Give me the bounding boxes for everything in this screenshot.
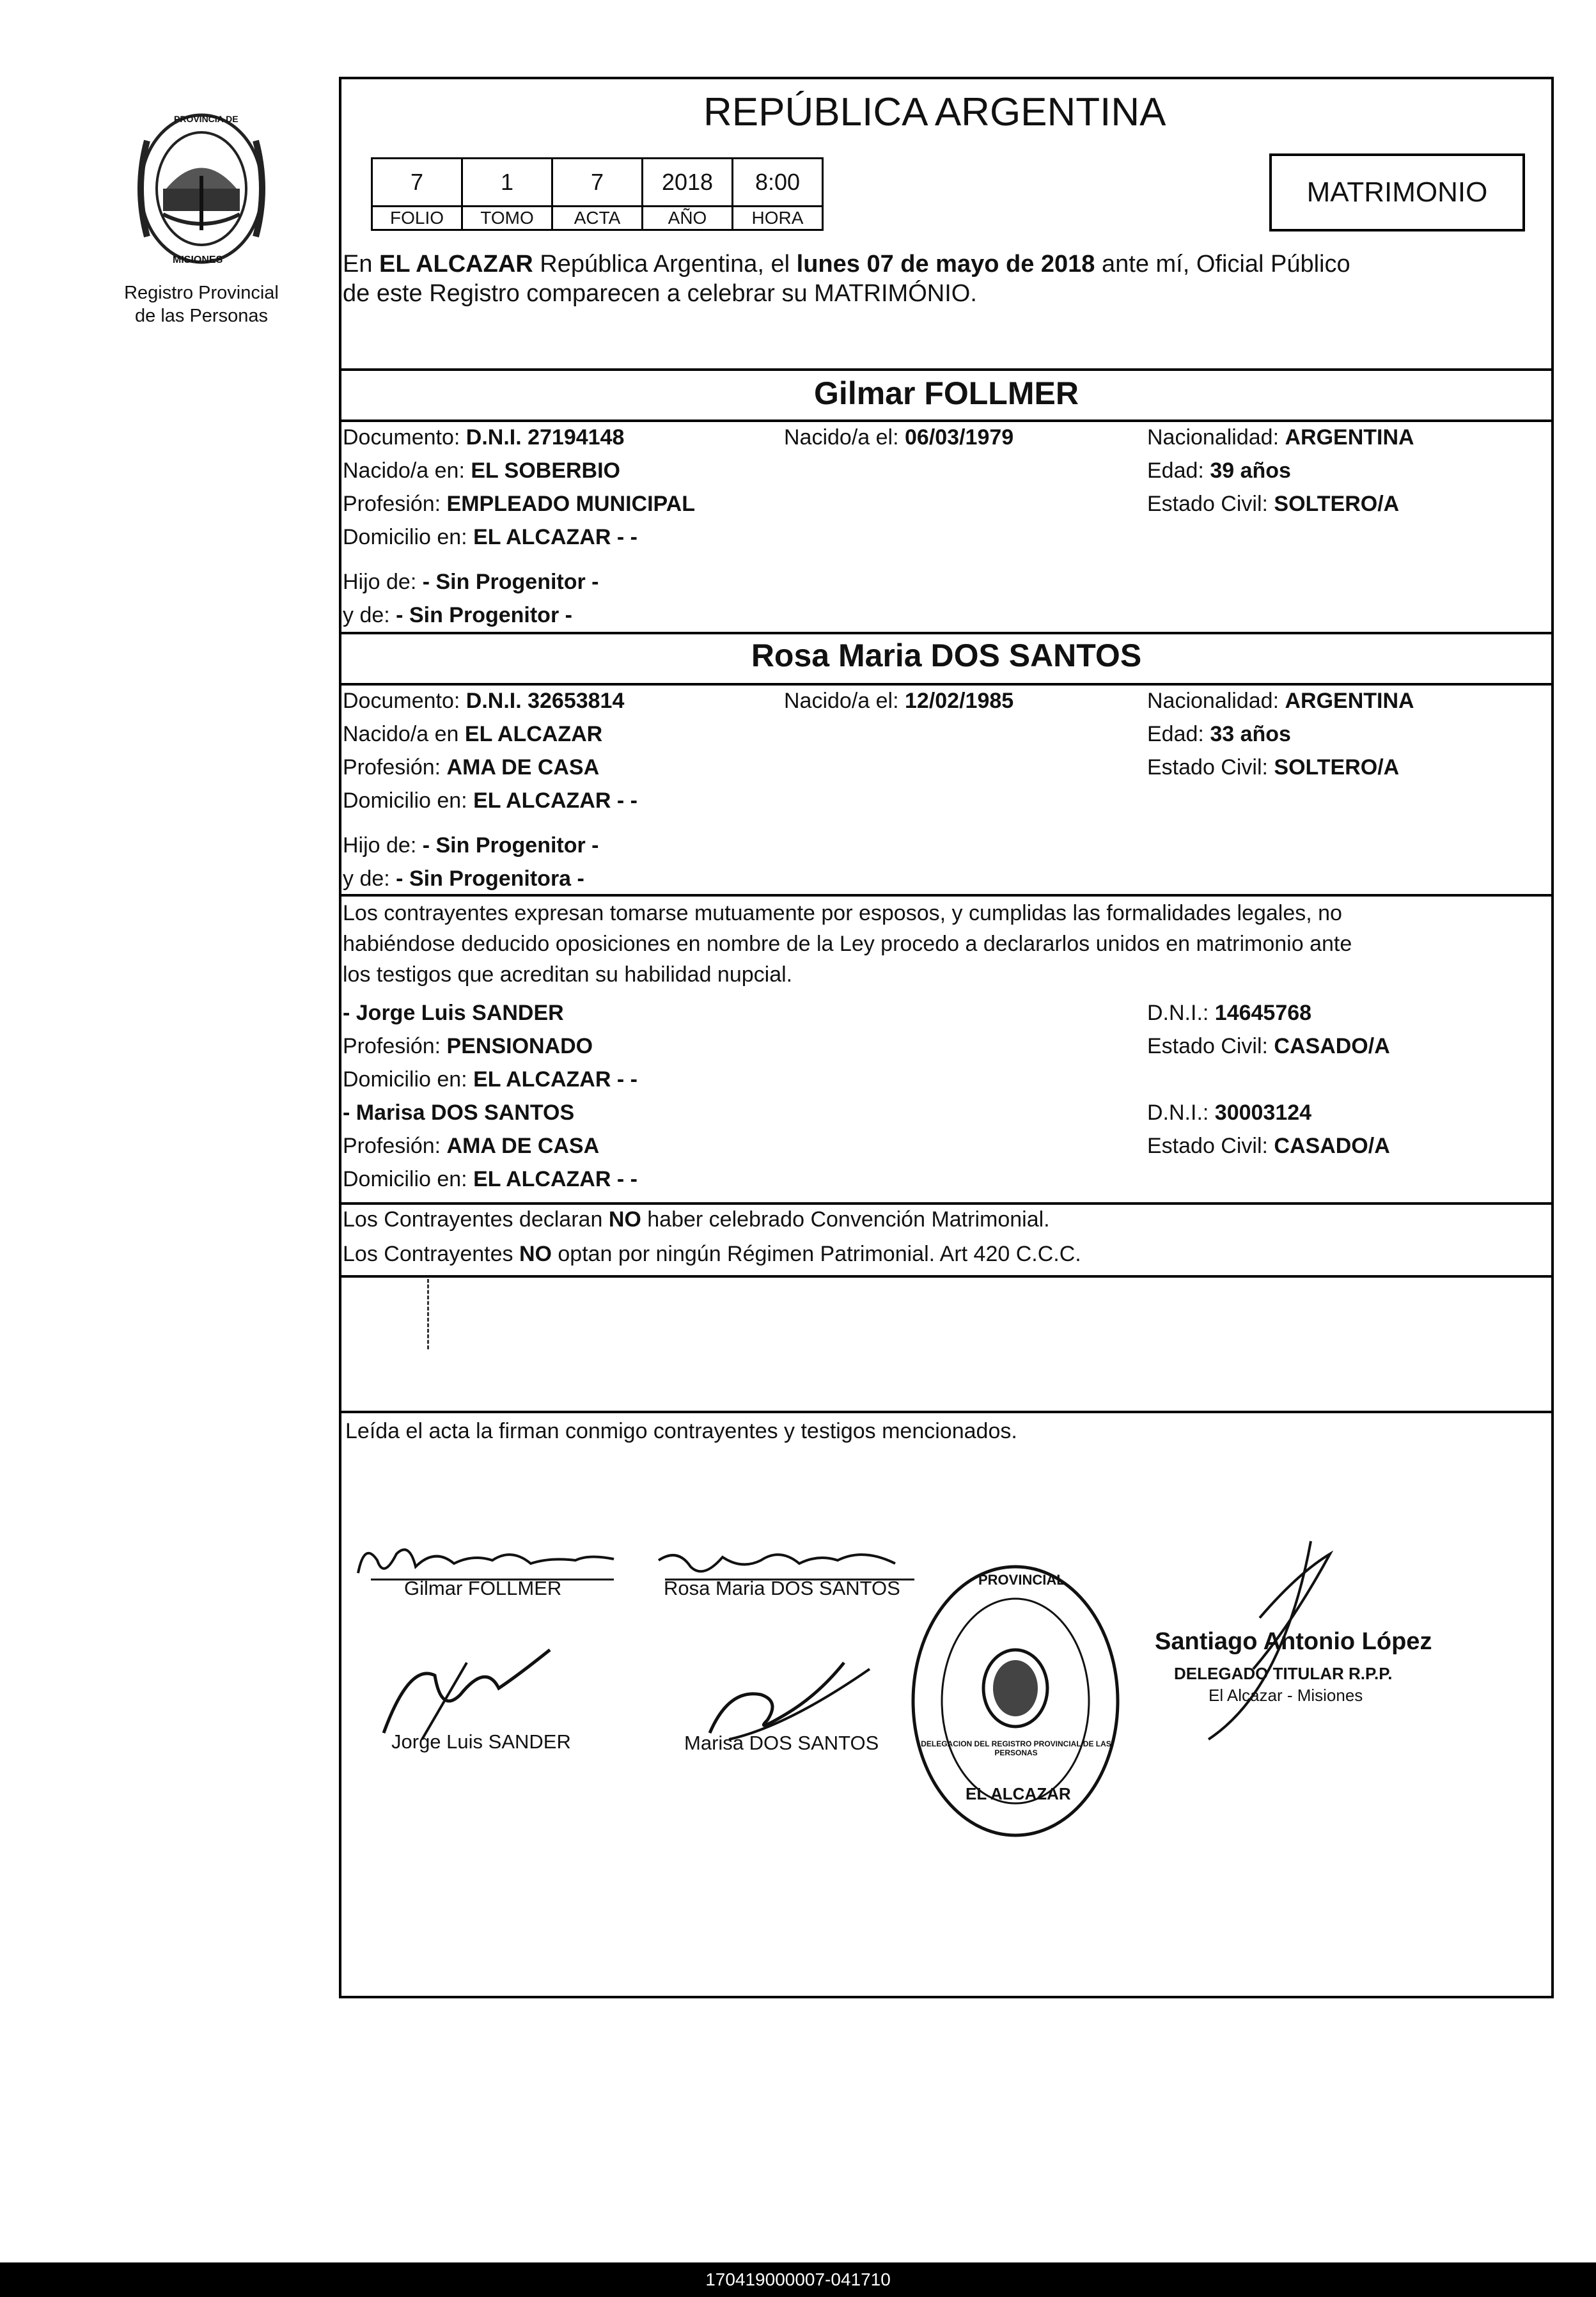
- regime-line1: Los Contrayentes declaran NO haber celebrado Convención Matrimonial.: [343, 1207, 1050, 1232]
- spouse1-details: [343, 425, 1551, 629]
- folio-value: 7: [372, 159, 462, 207]
- witnesses-section: [343, 1000, 1551, 1198]
- seal-ring-text: DELEGACION DEL REGISTRO PROVINCIAL DE LAS PERSONAS: [921, 1739, 1111, 1757]
- witness1-domicile: Domicilio en: EL ALCAZAR - -: [343, 1067, 638, 1092]
- declaration-paragraph: [343, 898, 1551, 990]
- declaration-line1: Los contrayentes expresan tomarse mutuamente por esposos, y cumplidas las formalidades legales, no: [343, 901, 1342, 925]
- year-value: 2018: [643, 159, 733, 207]
- witness2-dni: D.N.I.: 30003124: [1147, 1101, 1312, 1125]
- acta-value: 7: [552, 159, 643, 207]
- hour-label: HORA: [733, 207, 823, 230]
- tomo-value: 1: [462, 159, 552, 207]
- witness1-civil-status: Estado Civil: CASADO/A: [1147, 1034, 1390, 1058]
- spouse2-birth-date: Nacido/a el: 12/02/1985: [784, 689, 1014, 713]
- divider-declaration-top: [341, 894, 1551, 897]
- spouse1-birth-date: Nacido/a el: 06/03/1979: [784, 425, 1014, 450]
- spouse2-name: Rosa Maria DOS SANTOS: [751, 638, 1142, 673]
- acta-label: ACTA: [552, 207, 643, 230]
- regime-section: [343, 1202, 1551, 1271]
- intro-paragraph: [343, 249, 1551, 308]
- officer-name: Santiago Antonio López: [1155, 1628, 1432, 1655]
- spouse2-nationality: Nacionalidad: ARGENTINA: [1147, 689, 1414, 713]
- spouse1-signature-label: Gilmar FOLLMER: [404, 1577, 562, 1599]
- spouse2-signature-label: Rosa Maria DOS SANTOS: [664, 1577, 900, 1599]
- spouse2-age: Edad: 33 años: [1147, 722, 1291, 746]
- registry-caption: [96, 281, 307, 327]
- spouse1-age: Edad: 39 años: [1147, 459, 1291, 483]
- document-id-text: 170419000007-041710: [705, 2270, 891, 2289]
- spouse1-parent2: y de: - Sin Progenitor -: [343, 603, 572, 627]
- divider-closing-top: [341, 1411, 1551, 1413]
- spouse2-birth-place: Nacido/a en EL ALCAZAR: [343, 722, 603, 746]
- seal-bottom-text: EL ALCAZAR: [966, 1784, 1071, 1803]
- spouse2-profession: Profesión: AMA DE CASA: [343, 755, 600, 780]
- spouse1-profession: Profesión: EMPLEADO MUNICIPAL: [343, 492, 696, 516]
- spouse2-civil-status: Estado Civil: SOLTERO/A: [1147, 755, 1400, 780]
- spouse2-parent1: Hijo de: - Sin Progenitor -: [343, 833, 599, 858]
- seal-top-text: PROVINCIAL: [978, 1572, 1065, 1588]
- witness1-name: - Jorge Luis SANDER: [343, 1001, 564, 1025]
- spouse2-details: [343, 688, 1551, 893]
- intro-line2: de este Registro comparecen a celebrar su MATRIMÓNIO.: [343, 280, 977, 307]
- spouse1-name: Gilmar FOLLMER: [814, 375, 1079, 411]
- year-label: AÑO: [643, 207, 733, 230]
- witness1-dni: D.N.I.: 14645768: [1147, 1001, 1312, 1025]
- officer-title: DELEGADO TITULAR R.P.P.: [1174, 1664, 1393, 1683]
- witness2-domicile: Domicilio en: EL ALCAZAR - -: [343, 1167, 638, 1191]
- witness2-name: - Marisa DOS SANTOS: [343, 1101, 575, 1125]
- divider-spouse2-top: [341, 632, 1551, 634]
- spouse1-parent1: Hijo de: - Sin Progenitor -: [343, 570, 599, 594]
- dashed-mark: [427, 1279, 429, 1349]
- document-id-footer: [0, 2262, 1596, 2297]
- spouse2-domicile: Domicilio en: EL ALCAZAR - -: [343, 788, 638, 813]
- spouse1-document: Documento: D.N.I. 27194148: [343, 425, 625, 450]
- spouse2-document: Documento: D.N.I. 32653814: [343, 689, 625, 713]
- act-identifiers-table: [371, 157, 824, 231]
- declaration-line3: los testigos que acreditan su habilidad nupcial.: [343, 962, 793, 987]
- officer-place: El Alcazar - Misiones: [1209, 1686, 1363, 1705]
- declaration-line2: habiéndose deducido oposiciones en nombre de la Ley procedo a declararlos unidos en matrimonio ante: [343, 932, 1352, 956]
- regime-line2: Los Contrayentes NO optan por ningún Régimen Patrimonial. Art 420 C.C.C.: [343, 1242, 1081, 1266]
- witness2-signature-label: Marisa DOS SANTOS: [684, 1732, 879, 1754]
- divider-regime-bottom: [341, 1275, 1551, 1278]
- registry-caption-line1: Registro Provincial: [124, 283, 279, 303]
- hour-value: 8:00: [733, 159, 823, 207]
- witness1-signature-label: Jorge Luis SANDER: [391, 1730, 571, 1753]
- divider-spouse2-name: [341, 683, 1551, 686]
- country-title: REPÚBLICA ARGENTINA: [703, 90, 1166, 134]
- divider-after-intro: [341, 368, 1551, 371]
- act-type-box: MATRIMONIO: [1269, 153, 1525, 231]
- tomo-label: TOMO: [462, 207, 552, 230]
- witness2-civil-status: Estado Civil: CASADO/A: [1147, 1134, 1390, 1158]
- spouse1-civil-status: Estado Civil: SOLTERO/A: [1147, 492, 1400, 516]
- logo-ring-top-text: PROVINCIA DE: [174, 114, 239, 124]
- spouse2-parent2: y de: - Sin Progenitora -: [343, 866, 584, 891]
- closing-text: Leída el acta la firman conmigo contrayentes y testigos mencionados.: [345, 1419, 1017, 1443]
- spouse1-domicile: Domicilio en: EL ALCAZAR - -: [343, 525, 638, 549]
- witness1-profession: Profesión: PENSIONADO: [343, 1034, 593, 1058]
- witness2-profession: Profesión: AMA DE CASA: [343, 1134, 600, 1158]
- logo-ring-bottom-text: MISIONES: [173, 255, 223, 265]
- folio-label: FOLIO: [372, 207, 462, 230]
- divider-spouse1-name: [341, 419, 1551, 422]
- spouse1-birth-place: Nacido/a en: EL SOBERBIO: [343, 459, 620, 483]
- registry-caption-line2: de las Personas: [135, 306, 268, 326]
- spouse1-nationality: Nacionalidad: ARGENTINA: [1147, 425, 1414, 450]
- intro-line1: En EL ALCAZAR República Argentina, el lunes 07 de mayo de 2018 ante mí, Oficial Público: [343, 251, 1350, 278]
